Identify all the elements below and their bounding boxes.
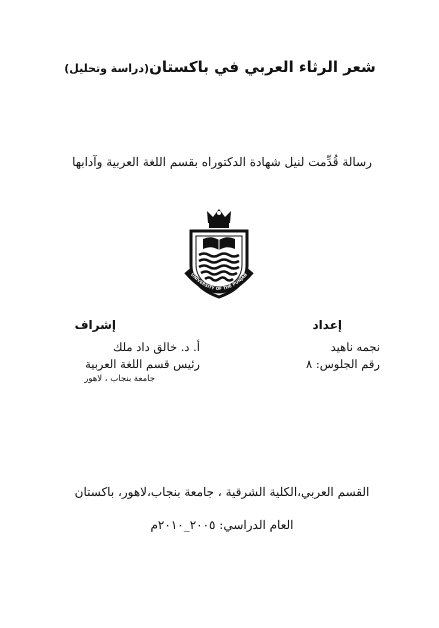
department-line: القسم العربي،الكلية الشرقية ، جامعة بنجاب،لاهور، باكستان: [74, 485, 370, 499]
university-crest-icon: [183, 207, 255, 301]
academic-year: العام الدراسي: ٢٠٠٥_٢٠١٠م: [150, 518, 294, 532]
roll-number: رقم الجلوس: ٨: [306, 357, 380, 371]
supervised-by-section: [50, 318, 200, 387]
thesis-title: [20, 58, 420, 76]
supervisor-name: أ. د. خالق داد ملك: [112, 340, 200, 354]
crest-motto: UNIVERSITY OF THE PUNJAB: [189, 272, 249, 292]
thesis-title-main: شعر الرثاء العربي في باكستان: [149, 58, 376, 76]
thesis-title-subtitle: (دراسة وتحليل): [64, 62, 150, 75]
supervised-by-heading: إشراف: [74, 318, 116, 332]
prepared-by-section: [230, 318, 380, 374]
supervisor-position: رئيس قسم اللغة العربية: [85, 357, 200, 371]
student-name: نجمه ناهيد: [330, 340, 380, 354]
thesis-purpose-statement: رسالة قُدِّمت لنيل شهادة الدكتوراه بقسم اللغة العربية وآدابها: [72, 155, 372, 169]
prepared-by-heading: إعداد: [312, 318, 342, 332]
supervisor-university: جامعة بنجاب ، لاهور: [84, 374, 155, 384]
